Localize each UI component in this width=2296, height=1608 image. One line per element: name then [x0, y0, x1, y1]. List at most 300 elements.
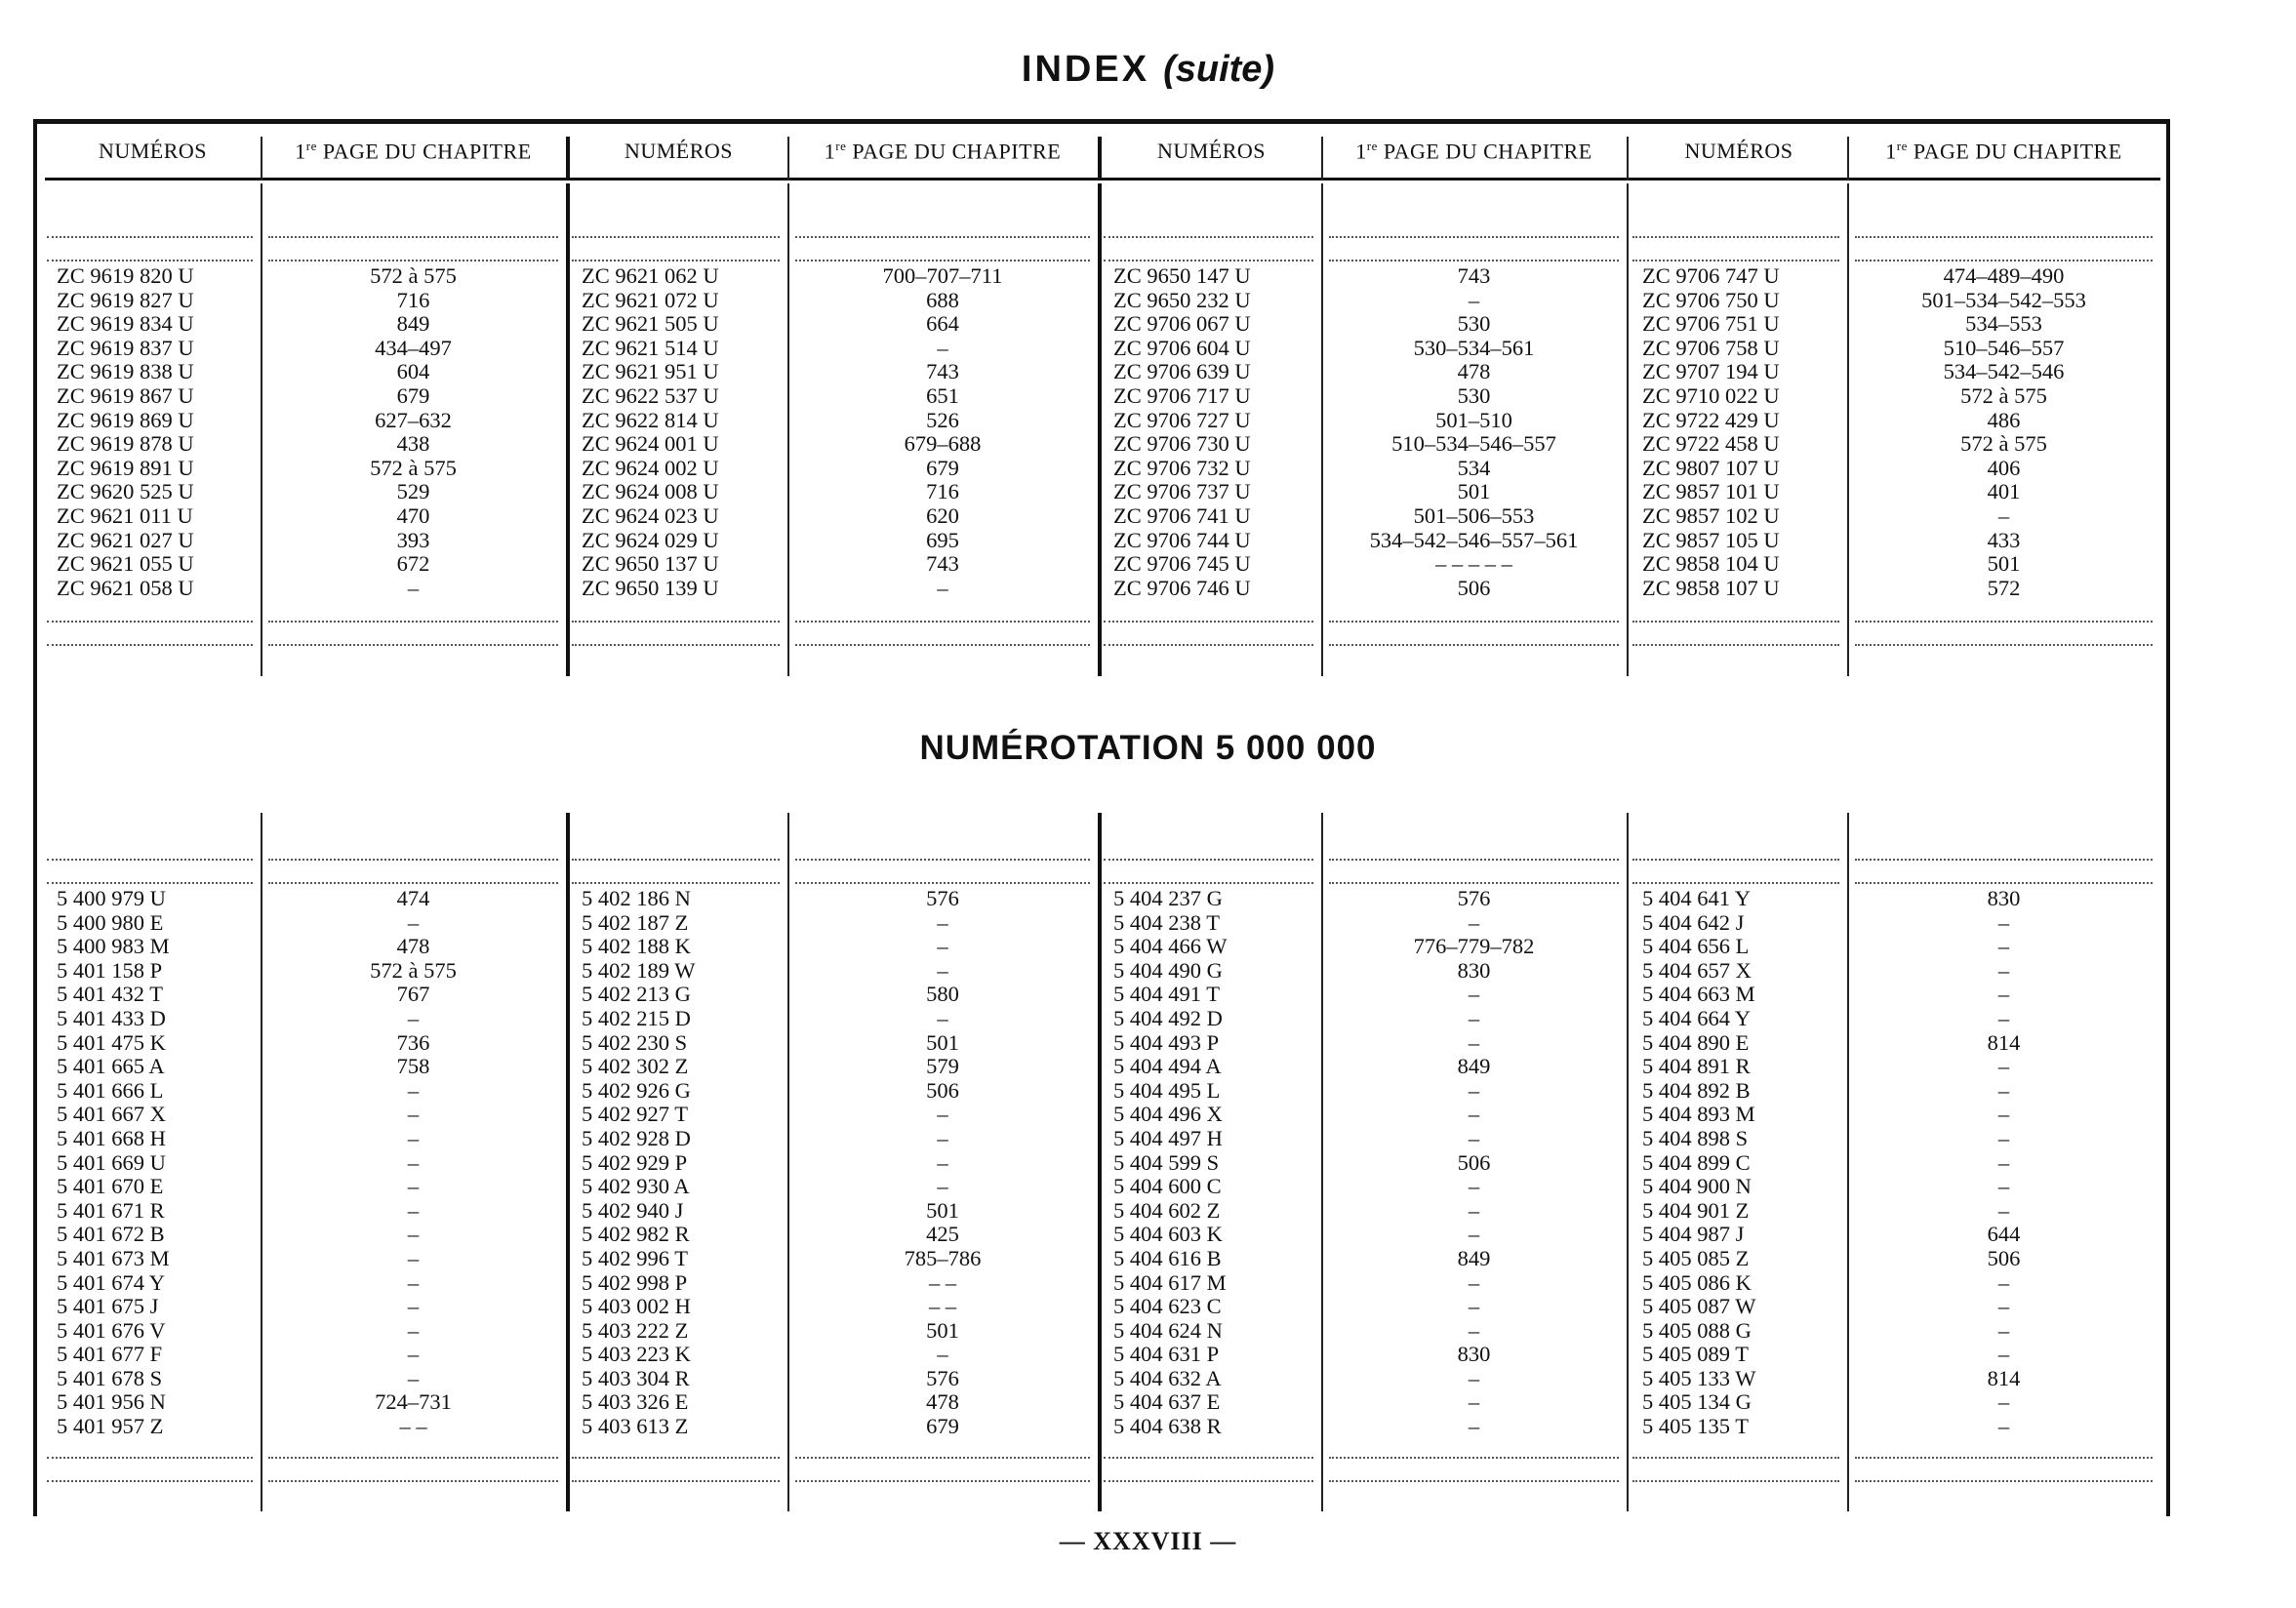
part-number: ZC 9621 055 U: [57, 551, 194, 577]
dotted-rule: [1329, 859, 1619, 861]
page-number: — XXXVIII —: [1059, 1527, 1237, 1555]
chapter-page: –: [937, 575, 948, 600]
chapter-page: 644: [1987, 1222, 2021, 1247]
chapter-page: –: [937, 1149, 948, 1175]
column-divider: [1627, 183, 1629, 676]
chapter-page: –: [1468, 1294, 1480, 1319]
part-number: ZC 9807 107 U: [1642, 455, 1780, 480]
part-number: 5 401 957 Z: [57, 1414, 164, 1439]
chapter-page: –: [1468, 287, 1480, 312]
dotted-rule: [1329, 621, 1619, 623]
dotted-rule: [1855, 1480, 2153, 1482]
chapter-page: 830: [1457, 957, 1491, 983]
header-rule: [45, 178, 2160, 181]
dotted-rule: [1104, 882, 1313, 884]
chapter-page: –: [407, 575, 420, 600]
part-number: ZC 9706 732 U: [1113, 455, 1251, 480]
chapter-page: 743: [926, 359, 959, 384]
chapter-page: 534–542–546–557–561: [1369, 527, 1579, 552]
part-number: ZC 9857 102 U: [1642, 502, 1780, 528]
chapter-page: –: [937, 957, 948, 983]
part-number: 5 405 133 W: [1642, 1365, 1756, 1390]
part-number: 5 404 617 M: [1113, 1269, 1227, 1295]
page-column: [787, 887, 1098, 1439]
chapter-page: 736: [396, 1029, 430, 1055]
chapter-page: –: [1997, 1125, 2010, 1150]
dotted-rule: [572, 1457, 780, 1459]
chapter-page: –: [407, 1365, 420, 1390]
part-number: 5 403 326 E: [582, 1389, 689, 1415]
header-premiere-page: 1re PAGE DU CHAPITRE: [295, 139, 532, 164]
chapter-page: –: [1997, 1149, 2010, 1175]
part-number: 5 404 899 C: [1642, 1149, 1751, 1175]
part-number: 5 404 664 Y: [1642, 1005, 1752, 1030]
chapter-page: 526: [926, 407, 959, 432]
part-number: ZC 9706 717 U: [1113, 382, 1251, 408]
chapter-page: 576: [926, 886, 959, 910]
part-number: 5 402 996 T: [582, 1245, 688, 1270]
chapter-page: –: [1468, 1389, 1480, 1415]
chapter-page: 758: [396, 1054, 430, 1079]
part-number: 5 401 956 N: [57, 1389, 166, 1415]
chapter-page: –: [1468, 1077, 1480, 1103]
column-divider: [1098, 813, 1102, 1511]
dotted-rule: [1632, 621, 1839, 623]
chapter-page: –: [1997, 1342, 2010, 1367]
part-number: ZC 9722 458 U: [1642, 431, 1780, 457]
chapter-page: 743: [926, 551, 959, 577]
chapter-page: –: [1997, 502, 2010, 528]
chapter-page: 830: [1987, 886, 2021, 910]
chapter-page: 572 à 575: [1960, 431, 2047, 457]
chapter-page: –: [937, 1125, 948, 1150]
chapter-page: –: [937, 1342, 948, 1367]
part-number: ZC 9619 837 U: [57, 335, 194, 360]
part-number: 5 404 656 L: [1642, 934, 1750, 959]
part-number: 5 401 670 E: [57, 1174, 164, 1199]
chapter-page: 849: [1457, 1054, 1491, 1079]
part-number: ZC 9619 869 U: [57, 407, 194, 432]
part-number: 5 404 657 X: [1642, 957, 1752, 983]
dotted-rule: [1329, 644, 1619, 646]
chapter-page: – – – – –: [1435, 551, 1512, 577]
chapter-page: –: [1997, 909, 2010, 935]
chapter-page: –: [1468, 1102, 1480, 1127]
part-number: 5 402 189 W: [582, 957, 696, 983]
part-number: ZC 9706 741 U: [1113, 502, 1251, 528]
chapter-page: 604: [396, 359, 430, 384]
chapter-page: –: [1997, 1174, 2010, 1199]
chapter-page: 814: [1987, 1029, 2021, 1055]
part-number: 5 402 188 K: [582, 934, 691, 959]
dotted-rule: [795, 236, 1090, 238]
chapter-page: –: [407, 1245, 420, 1270]
chapter-page: –: [1997, 1054, 2010, 1079]
part-number: ZC 9706 639 U: [1113, 359, 1251, 384]
chapter-page: 572 à 575: [370, 263, 457, 288]
dotted-rule: [47, 882, 253, 884]
header-numeros: NUMÉROS: [98, 139, 208, 163]
part-number: 5 401 666 L: [57, 1077, 164, 1103]
part-number: 5 403 223 K: [582, 1342, 691, 1367]
part-number: 5 404 893 M: [1642, 1102, 1755, 1127]
numeros-column: [57, 264, 194, 600]
dotted-rule: [268, 1480, 558, 1482]
chapter-page: 580: [926, 982, 959, 1007]
chapter-page: –: [1997, 1389, 2010, 1415]
dotted-rule: [268, 644, 558, 646]
part-number: 5 401 677 F: [57, 1342, 163, 1367]
dotted-rule: [1329, 1480, 1619, 1482]
dotted-rule: [572, 644, 780, 646]
header-divider: [1627, 137, 1629, 181]
chapter-page: 529: [396, 479, 430, 504]
part-number: ZC 9622 814 U: [582, 407, 719, 432]
part-number: 5 403 002 H: [582, 1294, 691, 1319]
part-number: 5 404 495 L: [1113, 1077, 1221, 1103]
chapter-page: 474–489–490: [1943, 263, 2065, 288]
part-number: 5 401 671 R: [57, 1197, 165, 1223]
part-number: 5 400 983 M: [57, 934, 170, 959]
part-number: 5 404 602 Z: [1113, 1197, 1221, 1223]
part-number: 5 403 222 Z: [582, 1317, 689, 1343]
chapter-page: –: [1997, 1197, 2010, 1223]
dotted-rule: [47, 260, 253, 261]
dotted-rule: [795, 621, 1090, 623]
part-number: 5 401 673 M: [57, 1245, 170, 1270]
page-column: [1321, 264, 1627, 600]
part-number: 5 401 672 B: [57, 1222, 165, 1247]
chapter-page: –: [1997, 1102, 2010, 1127]
chapter-page: 506: [1987, 1245, 2021, 1270]
chapter-page: 501: [926, 1029, 959, 1055]
part-number: 5 404 496 X: [1113, 1102, 1223, 1127]
part-number: 5 404 623 C: [1113, 1294, 1222, 1319]
chapter-page: –: [407, 1342, 420, 1367]
chapter-page: 478: [396, 934, 430, 959]
part-number: ZC 9621 072 U: [582, 287, 719, 312]
dotted-rule: [1855, 1457, 2153, 1459]
part-number: 5 405 134 G: [1642, 1389, 1752, 1415]
dotted-rule: [572, 859, 780, 861]
chapter-page: 576: [926, 1365, 959, 1390]
dotted-rule: [795, 260, 1090, 261]
chapter-page: 695: [926, 527, 959, 552]
part-number: ZC 9706 737 U: [1113, 479, 1251, 504]
dotted-rule: [572, 882, 780, 884]
chapter-page: 627–632: [375, 407, 452, 432]
part-number: ZC 9650 137 U: [582, 551, 719, 577]
dotted-rule: [572, 236, 780, 238]
dotted-rule: [1855, 260, 2153, 261]
chapter-page: –: [407, 1269, 420, 1295]
dotted-rule: [1329, 882, 1619, 884]
chapter-page: –: [407, 1077, 420, 1103]
chapter-page: 572: [1987, 575, 2021, 600]
chapter-page: –: [407, 909, 420, 935]
part-number: ZC 9619 820 U: [57, 263, 194, 288]
dotted-rule: [795, 644, 1090, 646]
dotted-rule: [1104, 260, 1313, 261]
chapter-page: 679: [396, 382, 430, 408]
part-number: 5 404 638 R: [1113, 1414, 1222, 1439]
dotted-rule: [1632, 236, 1839, 238]
part-number: ZC 9707 194 U: [1642, 359, 1780, 384]
dotted-rule: [47, 644, 253, 646]
chapter-page: 620: [926, 502, 959, 528]
dotted-rule: [572, 260, 780, 261]
chapter-page: 530–534–561: [1413, 335, 1535, 360]
part-number: 5 401 674 Y: [57, 1269, 166, 1295]
part-number: 5 404 492 D: [1113, 1005, 1223, 1030]
chapter-page: 530: [1457, 382, 1491, 408]
part-number: ZC 9710 022 U: [1642, 382, 1780, 408]
part-number: ZC 9621 011 U: [57, 502, 193, 528]
chapter-page: –: [1997, 1317, 2010, 1343]
chapter-page: 849: [1457, 1245, 1491, 1270]
part-number: 5 405 135 T: [1642, 1414, 1749, 1439]
part-number: ZC 9858 104 U: [1642, 551, 1780, 577]
part-number: 5 404 901 Z: [1642, 1197, 1750, 1223]
part-number: 5 403 613 Z: [582, 1414, 689, 1439]
dotted-rule: [1632, 882, 1839, 884]
dotted-rule: [1329, 260, 1619, 261]
header-divider: [1098, 137, 1102, 181]
part-number: 5 404 466 W: [1113, 934, 1228, 959]
chapter-page: – –: [928, 1294, 957, 1319]
chapter-page: 478: [926, 1389, 959, 1415]
chapter-page: –: [1468, 1269, 1480, 1295]
part-number: 5 402 215 D: [582, 1005, 691, 1030]
dotted-rule: [47, 1480, 253, 1482]
chapter-page: –: [1997, 1414, 2010, 1439]
part-number: ZC 9706 746 U: [1113, 575, 1251, 600]
page-title: [0, 49, 2296, 91]
part-number: ZC 9619 891 U: [57, 455, 194, 480]
chapter-page: –: [937, 934, 948, 959]
chapter-page: 530: [1457, 311, 1491, 337]
part-number: 5 402 926 G: [582, 1077, 691, 1103]
part-number: ZC 9722 429 U: [1642, 407, 1780, 432]
part-number: ZC 9650 147 U: [1113, 263, 1251, 288]
header-divider: [566, 137, 570, 181]
part-number: 5 401 675 J: [57, 1294, 159, 1319]
chapter-page: –: [1997, 957, 2010, 983]
column-divider: [566, 183, 570, 676]
chapter-page: –: [407, 1005, 420, 1030]
dotted-rule: [1855, 621, 2153, 623]
part-number: 5 402 927 T: [582, 1102, 688, 1127]
dotted-rule: [1104, 859, 1313, 861]
part-number: ZC 9706 751 U: [1642, 311, 1780, 337]
chapter-page: 501–506–553: [1413, 502, 1535, 528]
part-number: 5 401 665 A: [57, 1054, 165, 1079]
part-number: ZC 9621 062 U: [582, 263, 719, 288]
chapter-page: 501: [926, 1317, 959, 1343]
part-number: ZC 9619 878 U: [57, 431, 194, 457]
dotted-rule: [572, 621, 780, 623]
part-number: 5 404 237 G: [1113, 886, 1223, 910]
chapter-page: 572 à 575: [370, 957, 457, 983]
chapter-page: 716: [396, 287, 430, 312]
part-number: 5 402 187 Z: [582, 909, 689, 935]
part-number: 5 402 982 R: [582, 1222, 690, 1247]
chapter-page: 672: [396, 551, 430, 577]
part-number: ZC 9706 744 U: [1113, 527, 1251, 552]
part-number: 5 402 940 J: [582, 1197, 684, 1223]
header-divider: [787, 137, 789, 181]
chapter-page: –: [1468, 1197, 1480, 1223]
part-number: ZC 9619 827 U: [57, 287, 194, 312]
dotted-rule: [1632, 644, 1839, 646]
header-numeros: NUMÉROS: [624, 139, 734, 163]
chapter-page: 576: [1457, 886, 1491, 910]
chapter-page: –: [407, 1125, 420, 1150]
title-suffix: (suite): [1163, 49, 1275, 90]
part-number: ZC 9619 838 U: [57, 359, 194, 384]
part-number: 5 404 987 J: [1642, 1222, 1745, 1247]
chapter-page: 679: [926, 455, 959, 480]
part-number: 5 402 230 S: [582, 1029, 688, 1055]
chapter-page: – –: [928, 1269, 957, 1295]
frame-right-rule: [2166, 119, 2170, 1516]
part-number: ZC 9706 750 U: [1642, 287, 1780, 312]
numeros-column: [1113, 264, 1251, 600]
chapter-page: 486: [1987, 407, 2021, 432]
chapter-page: 700–707–711: [882, 263, 1003, 288]
part-number: 5 404 493 P: [1113, 1029, 1220, 1055]
chapter-page: 501–510: [1435, 407, 1512, 432]
chapter-page: 724–731: [375, 1389, 452, 1415]
chapter-page: –: [1997, 1005, 2010, 1030]
page-column: [1321, 887, 1627, 1439]
part-number: 5 404 900 N: [1642, 1174, 1752, 1199]
dotted-rule: [268, 1457, 558, 1459]
part-number: 5 403 304 R: [582, 1365, 690, 1390]
chapter-page: 830: [1457, 1342, 1491, 1367]
section-title: NUMÉROTATION 5 000 000: [919, 729, 1377, 767]
part-number: ZC 9650 139 U: [582, 575, 719, 600]
part-number: ZC 9706 747 U: [1642, 263, 1780, 288]
chapter-page: –: [407, 1149, 420, 1175]
numeros-column: [1113, 887, 1227, 1439]
part-number: 5 404 642 J: [1642, 909, 1745, 935]
chapter-page: –: [1997, 1294, 2010, 1319]
part-number: 5 401 158 P: [57, 957, 163, 983]
part-number: ZC 9624 029 U: [582, 527, 719, 552]
header-numeros: NUMÉROS: [1156, 139, 1267, 163]
part-number: 5 401 475 K: [57, 1029, 166, 1055]
part-number: ZC 9857 105 U: [1642, 527, 1780, 552]
chapter-page: –: [1997, 982, 2010, 1007]
chapter-page: –: [937, 335, 948, 360]
dotted-rule: [268, 621, 558, 623]
dotted-rule: [268, 236, 558, 238]
chapter-page: –: [1468, 1125, 1480, 1150]
part-number: ZC 9619 834 U: [57, 311, 194, 337]
chapter-page: 406: [1987, 455, 2021, 480]
dotted-rule: [47, 859, 253, 861]
dotted-rule: [268, 260, 558, 261]
part-number: ZC 9621 514 U: [582, 335, 719, 360]
part-number: ZC 9619 867 U: [57, 382, 194, 408]
part-number: ZC 9706 758 U: [1642, 335, 1780, 360]
numeros-column: [1642, 887, 1755, 1439]
header-divider: [1321, 137, 1323, 181]
part-number: 5 401 676 V: [57, 1317, 166, 1343]
part-number: 5 405 088 G: [1642, 1317, 1752, 1343]
part-number: ZC 9624 023 U: [582, 502, 719, 528]
dotted-rule: [47, 236, 253, 238]
part-number: 5 405 087 W: [1642, 1294, 1756, 1319]
part-number: 5 405 089 T: [1642, 1342, 1749, 1367]
part-number: 5 404 494 A: [1113, 1054, 1222, 1079]
dotted-rule: [1632, 859, 1839, 861]
column-divider: [566, 813, 570, 1511]
chapter-page: 506: [926, 1077, 959, 1103]
part-number: 5 404 632 A: [1113, 1365, 1222, 1390]
chapter-page: 716: [926, 479, 959, 504]
part-number: 5 402 186 N: [582, 886, 691, 910]
part-number: ZC 9621 027 U: [57, 527, 194, 552]
chapter-page: 776–779–782: [1413, 934, 1535, 959]
page-column: [261, 264, 566, 600]
dotted-rule: [572, 1480, 780, 1482]
chapter-page: 501: [1457, 479, 1491, 504]
chapter-page: –: [1468, 1317, 1480, 1343]
header-divider: [1847, 137, 1849, 181]
part-number: 5 404 631 P: [1113, 1342, 1220, 1367]
dotted-rule: [1104, 236, 1313, 238]
chapter-page: –: [937, 1102, 948, 1127]
part-number: 5 401 668 H: [57, 1125, 166, 1150]
part-number: ZC 9624 002 U: [582, 455, 719, 480]
chapter-page: 434–497: [375, 335, 452, 360]
column-divider: [1627, 813, 1629, 1511]
dotted-rule: [795, 882, 1090, 884]
part-number: 5 404 603 K: [1113, 1222, 1223, 1247]
dotted-rule: [1329, 1457, 1619, 1459]
chapter-page: –: [1997, 934, 2010, 959]
part-number: 5 401 433 D: [57, 1005, 166, 1030]
chapter-page: –: [1468, 1174, 1480, 1199]
part-number: 5 405 085 Z: [1642, 1245, 1750, 1270]
chapter-page: –: [937, 1174, 948, 1199]
chapter-page: – –: [399, 1414, 427, 1439]
chapter-page: 401: [1987, 479, 2021, 504]
chapter-page: –: [1468, 1365, 1480, 1390]
part-number: 5 400 979 U: [57, 886, 166, 910]
chapter-page: –: [1468, 909, 1480, 935]
part-number: 5 402 998 P: [582, 1269, 688, 1295]
part-number: 5 401 667 X: [57, 1102, 166, 1127]
frame-top-rule: [33, 119, 2170, 124]
part-number: 5 404 238 T: [1113, 909, 1220, 935]
part-number: ZC 9621 951 U: [582, 359, 719, 384]
chapter-page: 510–534–546–557: [1391, 431, 1556, 457]
dotted-rule: [1855, 236, 2153, 238]
chapter-page: –: [1468, 982, 1480, 1007]
chapter-page: 849: [396, 311, 430, 337]
chapter-page: –: [1468, 1414, 1480, 1439]
chapter-page: 664: [926, 311, 959, 337]
part-number: ZC 9858 107 U: [1642, 575, 1780, 600]
part-number: 5 400 980 E: [57, 909, 164, 935]
header-premiere-page: 1re PAGE DU CHAPITRE: [824, 139, 1062, 164]
chapter-page: –: [407, 1294, 420, 1319]
chapter-page: 425: [926, 1222, 959, 1247]
header-numeros: NUMÉROS: [1684, 139, 1793, 163]
